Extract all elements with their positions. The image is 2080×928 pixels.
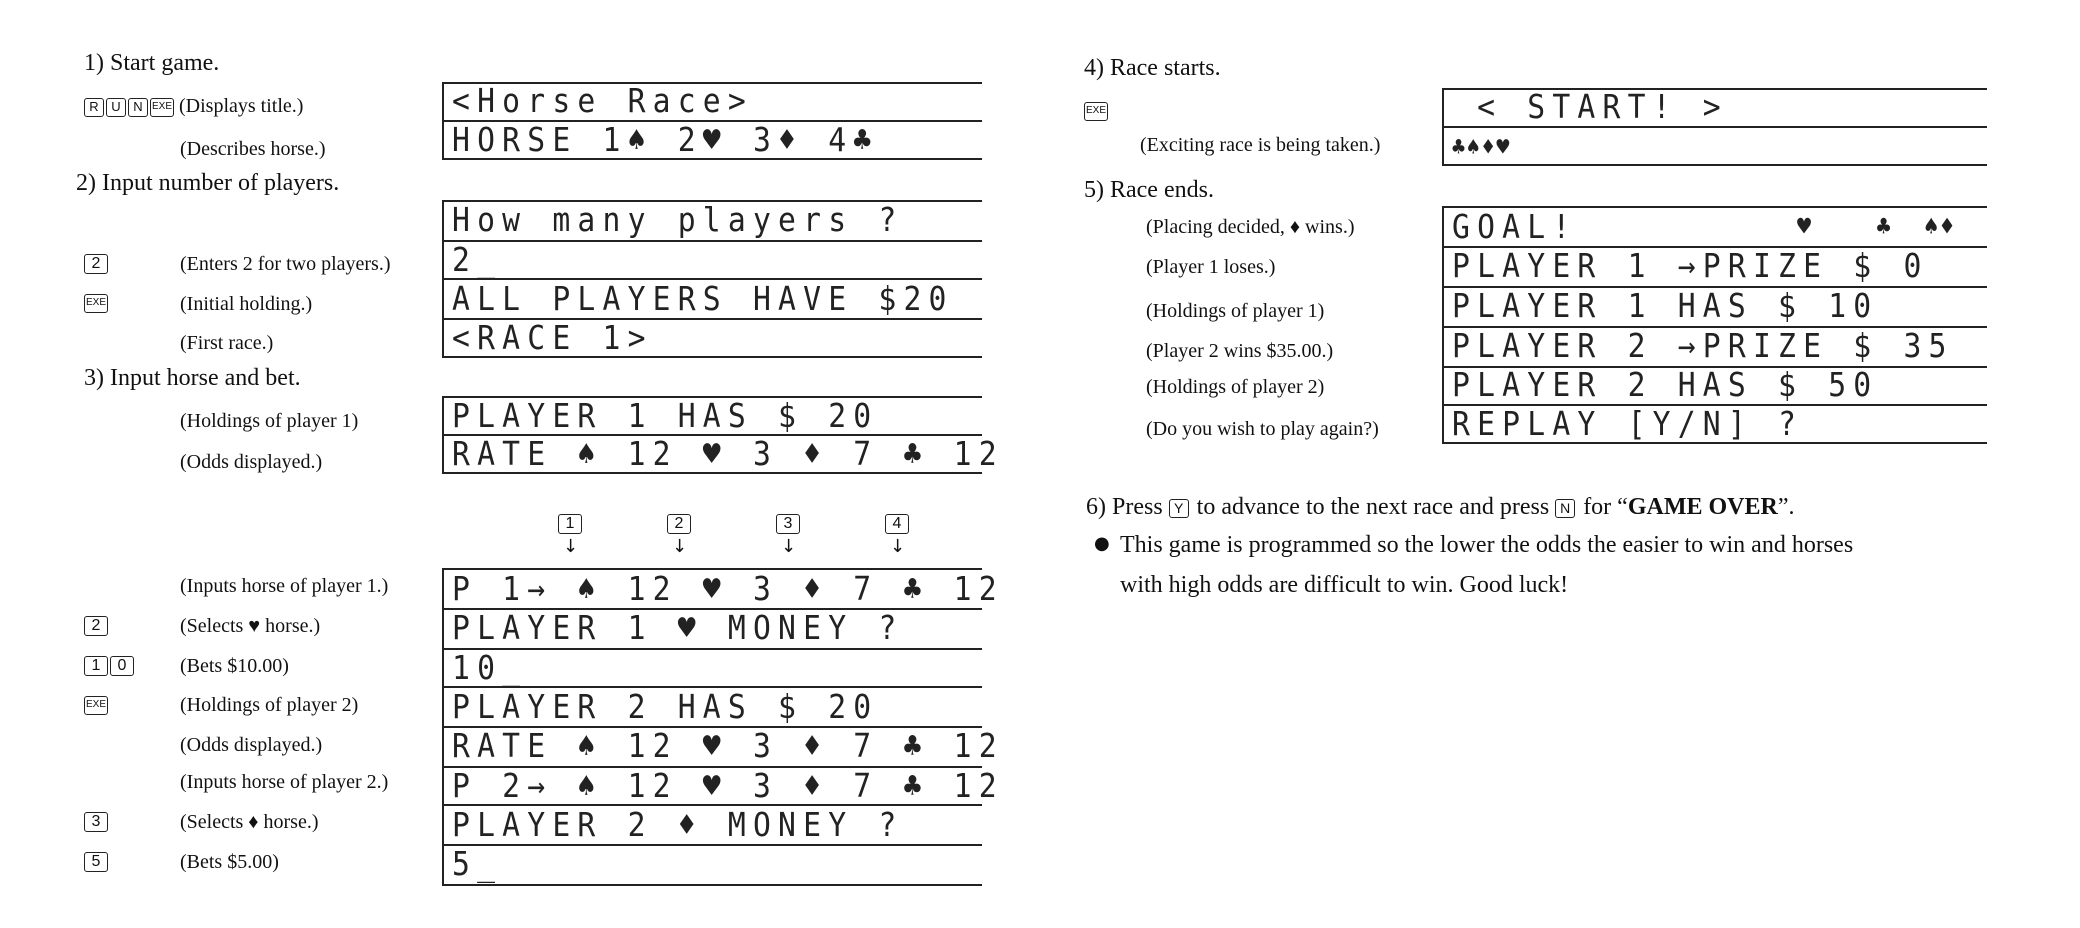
lcd-start: < START! > bbox=[1452, 87, 1728, 126]
label-holdings-p1-r: (Holdings of player 1) bbox=[1146, 300, 1325, 322]
label-exciting: (Exciting race is being taken.) bbox=[1140, 134, 1381, 156]
lcd-p1-has: PLAYER 1 HAS $ 20 bbox=[452, 396, 879, 435]
lcd-p2-money: PLAYER 2 ♦ MONEY ? bbox=[452, 805, 904, 844]
note-line-1: This game is programmed so the lower the odds the easier to win and horses bbox=[1120, 532, 1854, 558]
lcd-p1-input: P 1→ ♠ 12 ♥ 3 ♦ 7 ♣ 12 bbox=[452, 569, 1004, 608]
key-u: U bbox=[106, 98, 126, 117]
step-5-heading: 5) Race ends. bbox=[1084, 177, 1214, 203]
key-2: 2 bbox=[84, 254, 108, 274]
lcd-p1-prize: PLAYER 1 →PRIZE $ 0 bbox=[1452, 246, 1929, 285]
label-inputs-p1: (Inputs horse of player 1.) bbox=[180, 575, 389, 597]
label-displays-title: (Displays title.) bbox=[179, 95, 304, 117]
arrow-down-icon: ↓ bbox=[781, 536, 797, 557]
lcd-p2-has-r: PLAYER 2 HAS $ 50 bbox=[1452, 365, 1879, 404]
label-selects-diamond: (Selects ♦ horse.) bbox=[180, 811, 319, 833]
step-6-text: 6) Press Y to advance to the next race and press N for “GAME OVER”. bbox=[1086, 494, 1795, 520]
label-odds-2: (Odds displayed.) bbox=[180, 734, 323, 756]
lcd-p2-prize: PLAYER 2 →PRIZE $ 35 bbox=[1452, 326, 1954, 365]
run-key-row bbox=[84, 95, 303, 118]
key-n-icon: N bbox=[1555, 499, 1575, 518]
bullet-icon: ● bbox=[1094, 533, 1110, 554]
step-1-heading: 1) Start game. bbox=[84, 50, 220, 76]
horse-key-2: 2 bbox=[667, 514, 691, 534]
key-exe-2: EXE bbox=[84, 294, 108, 313]
lcd-ten: 10_ bbox=[452, 648, 528, 687]
horse-key-4: 4 bbox=[885, 514, 909, 534]
lcd-p2-input: P 2→ ♠ 12 ♥ 3 ♦ 7 ♣ 12 bbox=[452, 766, 1004, 805]
arrow-down-icon: ↓ bbox=[672, 536, 688, 557]
label-holdings-p1: (Holdings of player 1) bbox=[180, 410, 359, 432]
step-2-heading: 2) Input number of players. bbox=[76, 170, 340, 196]
key-1: 1 bbox=[84, 656, 108, 676]
lcd-p1-money: PLAYER 1 ♥ MONEY ? bbox=[452, 608, 904, 647]
lcd-goal-suits: ♥ ♣ ♠♦ bbox=[1797, 212, 1956, 242]
label-play-again: (Do you wish to play again?) bbox=[1146, 418, 1379, 440]
lcd-how-many: How many players ? bbox=[452, 200, 904, 239]
label-describes-horse: (Describes horse.) bbox=[180, 138, 326, 160]
game-over-text: GAME OVER bbox=[1627, 494, 1778, 520]
key-0: 0 bbox=[110, 656, 134, 676]
label-holdings-p2-r: (Holdings of player 2) bbox=[1146, 376, 1325, 398]
label-holdings-p2: (Holdings of player 2) bbox=[180, 694, 359, 716]
step-4-heading: 4) Race starts. bbox=[1084, 55, 1221, 81]
label-selects-heart: (Selects ♥ horse.) bbox=[180, 615, 321, 637]
horse-key-3: 3 bbox=[776, 514, 800, 534]
note-line-2: with high odds are difficult to win. Good luck! bbox=[1120, 572, 1569, 598]
label-odds-1: (Odds displayed.) bbox=[180, 451, 323, 473]
label-p2-wins: (Player 2 wins $35.00.) bbox=[1146, 340, 1334, 362]
lcd-title: <Horse Race> bbox=[452, 81, 753, 120]
step-3-heading: 3) Input horse and bet. bbox=[84, 365, 301, 391]
lcd-p1-has-r: PLAYER 1 HAS $ 10 bbox=[1452, 286, 1879, 325]
label-inputs-p2: (Inputs horse of player 2.) bbox=[180, 771, 389, 793]
key-exe-3: EXE bbox=[84, 696, 108, 715]
lcd-race-1: <RACE 1> bbox=[452, 318, 653, 357]
horse-key-1: 1 bbox=[558, 514, 582, 534]
label-enters-2: (Enters 2 for two players.) bbox=[180, 253, 391, 275]
lcd-race-suits: ♣♠♦♥ bbox=[1452, 133, 1512, 161]
key-2b: 2 bbox=[84, 616, 108, 636]
lcd-goal: GOAL! bbox=[1452, 207, 1578, 246]
key-n: N bbox=[128, 98, 148, 117]
lcd-p2-has: PLAYER 2 HAS $ 20 bbox=[452, 687, 879, 726]
lcd-two: 2_ bbox=[452, 240, 503, 279]
key-exe-4: EXE bbox=[1084, 102, 1108, 121]
arrow-down-icon: ↓ bbox=[563, 536, 579, 557]
lcd-horses: HORSE 1♠ 2♥ 3♦ 4♣ bbox=[452, 120, 879, 159]
lcd-five: 5_ bbox=[452, 844, 503, 883]
key-exe: EXE bbox=[150, 98, 174, 117]
label-placing: (Placing decided, ♦ wins.) bbox=[1146, 216, 1355, 238]
lcd-replay: REPLAY [Y/N] ? bbox=[1452, 404, 1804, 443]
lcd-rate-2: RATE ♠ 12 ♥ 3 ♦ 7 ♣ 12 bbox=[452, 726, 1004, 765]
label-p1-loses: (Player 1 loses.) bbox=[1146, 256, 1276, 278]
lcd-all-players: ALL PLAYERS HAVE $20 bbox=[452, 279, 954, 318]
arrow-down-icon: ↓ bbox=[890, 536, 906, 557]
key-5: 5 bbox=[84, 852, 108, 872]
key-3: 3 bbox=[84, 812, 108, 832]
label-first-race: (First race.) bbox=[180, 332, 274, 354]
lcd-rate-1: RATE ♠ 12 ♥ 3 ♦ 7 ♣ 12 bbox=[452, 434, 1004, 473]
label-bets-5: (Bets $5.00) bbox=[180, 851, 279, 873]
key-r: R bbox=[84, 98, 104, 117]
label-initial-holding: (Initial holding.) bbox=[180, 293, 313, 315]
key-y: Y bbox=[1169, 499, 1189, 518]
label-bets-10: (Bets $10.00) bbox=[180, 655, 289, 677]
